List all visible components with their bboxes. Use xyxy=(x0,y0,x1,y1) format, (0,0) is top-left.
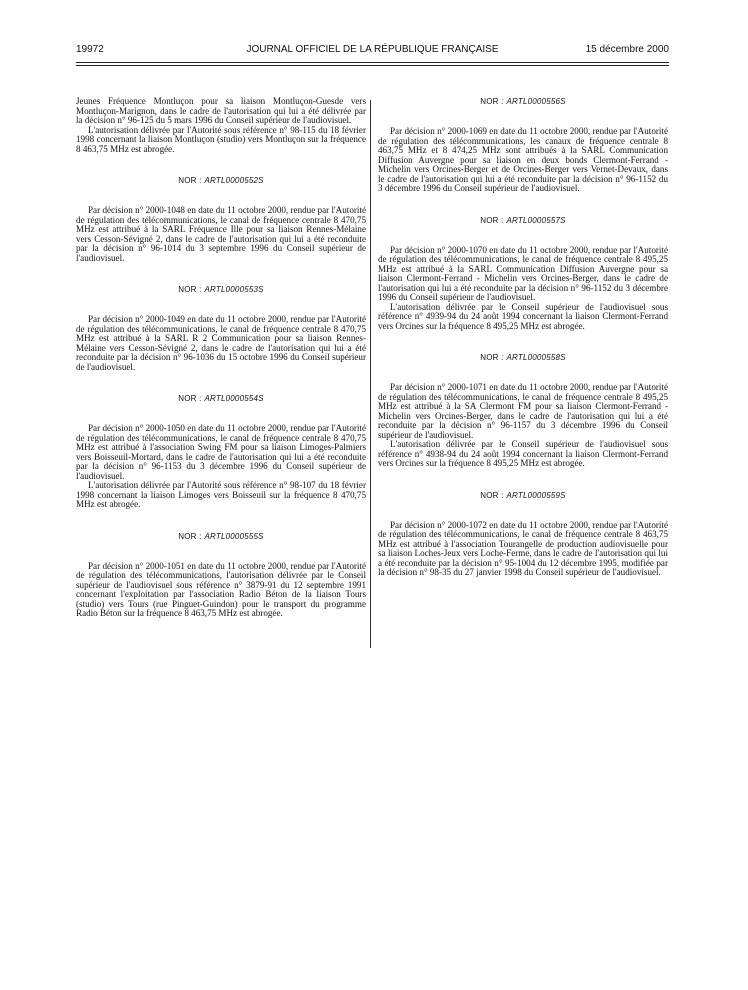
left-column xyxy=(76,97,366,619)
nor-label: NOR : xyxy=(480,215,504,225)
issue-date: 15 décembre 2000 xyxy=(585,44,669,55)
journal-title: JOURNAL OFFICIEL DE LA RÉPUBLIQUE FRANÇAISE xyxy=(246,44,499,55)
nor-label: NOR : xyxy=(178,176,202,185)
page-number: 19972 xyxy=(76,44,104,55)
paragraph: Par décision n° 2000-1048 en date du 11 octobre 2000, rendue par l'Autorité de régulation des télécommunications, le canal de fréquence centrale 8 470,75 MHz est attribué à la SARL Fréquence Ille pour sa liaison Rennes-Mélaine vers Cesson-Sévigné 2, dans le cadre de l'autorisation qui lui a été reconduite par la décision n° 96-1014 du 3 septembre 1996 du Conseil supérieur de l'audiovisuel. xyxy=(76,205,366,263)
nor-id: ARTL0000558S xyxy=(506,353,566,362)
nor-id: ARTL0000557S xyxy=(506,215,566,225)
nor-reference xyxy=(378,491,668,501)
decision-entry xyxy=(378,353,668,469)
paragraph: L'autorisation délivrée par le Conseil supérieur de l'audiovisuel sous référence n° 4938-94 du 24 août 1994 concernant la liaison Clermont-Ferrand vers Orcines sur la fréquence 8 495,25 MHz est abrogée. xyxy=(378,439,668,468)
header-rule-top xyxy=(76,62,669,63)
decision-entry xyxy=(378,216,668,332)
decision-entry xyxy=(76,285,366,372)
nor-id: ARTL0000553S xyxy=(204,285,264,294)
continued-text xyxy=(76,97,366,154)
decision-entry xyxy=(378,97,668,194)
nor-reference xyxy=(378,216,668,226)
decision-entry xyxy=(378,491,668,578)
column-separator xyxy=(370,100,371,648)
decision-entry xyxy=(76,532,366,619)
nor-label: NOR : xyxy=(480,490,504,500)
paragraph: Par décision n° 2000-1049 en date du 11 octobre 2000, rendue par l'Autorité de régulation des télécommunications, le canal de fréquence centrale 8 470,75 MHz est attribué à la SARL R 2 Communication pour sa liaison Rennes-Mélaine vers Cesson-Sévigné 2, dans le cadre de l'autorisation qui lui a été reconduite par la décision n° 96-1036 du 15 octobre 1996 du Conseil supérieur de l'audiovisuel. xyxy=(76,314,366,372)
nor-reference xyxy=(378,353,668,363)
paragraph: Par décision n° 2000-1071 en date du 11 octobre 2000, rendue par l'Autorité de régulation des télécommunications, le canal de fréquence centrale 8 495,25 MHz est attribué à la SA Clermont FM pour sa liaison Clermont-Ferrand - Michelin vers Orcines-Berger, dans le cadre de l'autorisation qui lui a été reconduite par la décision n° 96-1157 du 3 décembre 1996 du Conseil supérieur de l'audiovisuel. xyxy=(378,382,668,440)
nor-label: NOR : xyxy=(178,394,202,403)
nor-label: NOR : xyxy=(480,353,504,362)
nor-reference xyxy=(76,532,366,542)
header-rule-bottom xyxy=(76,65,669,66)
nor-reference xyxy=(76,176,366,186)
paragraph: L'autorisation délivrée par l'Autorité sous référence n° 98-107 du 18 février 1998 concernant la liaison Limoges vers Boisseuil sur la fréquence 8 470,75 MHz est abrogée. xyxy=(76,480,366,509)
paragraph: Par décision n° 2000-1069 en date du 11 octobre 2000, rendue par l'Autorité de régulation des télécommunications, les canaux de fréquence centrale 8 463,75 MHz et 8 474,25 MHz sont attribués à la SARL Communication Diffusion Auvergne pour sa liaison en deux bonds Clermont-Ferrand - Michelin vers Orcines-Berger et de Orcines-Berger vers Vernet-Devaux, dans le cadre de l'autorisation qui lui a été reconduite par la décision n° 96-1152 du 3 décembre 1996 du Conseil supérieur de l'audiovisuel. xyxy=(378,126,668,193)
right-column xyxy=(378,97,668,578)
nor-reference xyxy=(76,394,366,404)
paragraph: Par décision n° 2000-1050 en date du 11 octobre 2000, rendue par l'Autorité de régulation des télécommunications, le canal de fréquence centrale 8 470,75 MHz est attribué à l'association Swing FM pour sa liaison Limoges-Palmiers vers Boisseuil-Mortard, dans le cadre de l'autorisation qui lui a été reconduite par la décision n° 96-1153 du 3 décembre 1996 du Conseil supérieur de l'audiovisuel. xyxy=(76,423,366,481)
page-header xyxy=(76,44,669,58)
paragraph: L'autorisation délivrée par le Conseil supérieur de l'audiovisuel sous référence n° 4939-94 du 24 août 1994 concernant la liaison Clermont-Ferrand vers Orcines sur la fréquence 8 495,25 MHz est abrogée. xyxy=(378,301,668,331)
paragraph: Par décision n° 2000-1070 en date du 11 octobre 2000, rendue par l'Autorité de régulation des télécommunications, le canal de fréquence centrale 8 495,25 MHz est attribué à la SARL Communication Diffusion Auvergne pour sa liaison Clermont-Ferrand - Michelin vers Orcines-Berger, dans le cadre de l'autorisation qui lui a été reconduite par la décision n° 96-1152 du 3 décembre 1996 du Conseil supérieur de l'audiovisuel. xyxy=(378,244,668,302)
decision-entry xyxy=(76,394,366,510)
decision-entry xyxy=(76,176,366,263)
nor-id: ARTL0000554S xyxy=(204,394,264,403)
nor-id: ARTL0000559S xyxy=(506,490,566,500)
nor-id: ARTL0000552S xyxy=(204,176,264,185)
nor-reference xyxy=(378,97,668,107)
paragraph: L'autorisation délivrée par l'Autorité sous référence n° 98-115 du 18 février 1998 concernant la liaison Montluçon (studio) vers Montluçon sur la fréquence 8 463,75 MHz est abrogée. xyxy=(76,124,366,154)
nor-id: ARTL0000556S xyxy=(506,97,566,106)
nor-label: NOR : xyxy=(178,285,202,294)
paragraph: Par décision n° 2000-1051 en date du 11 octobre 2000, rendue par l'Autorité de régulation des télécommunications, l'autorisation délivrée par le Conseil supérieur de l'audiovisuel sous référence n° 3879-91 du 12 septembre 1991 concernant l'exploitation par l'association Radio Béton de la liaison Tours (studio) vers Tours (rue Pinguet-Guindon) pour le transport du programme Radio Béton sur la fréquence 8 463,75 MHz est abrogée. xyxy=(76,560,366,618)
nor-label: NOR : xyxy=(480,97,504,106)
nor-label: NOR : xyxy=(178,531,202,541)
paragraph: Par décision n° 2000-1072 en date du 11 octobre 2000, rendue par l'Autorité de régulation des télécommunications, le canal de fréquence centrale 8 463,75 MHz est attribué à l'association Tourangelle de production audiovisuelle pour sa liaison Loches-Jeux vers Loche-Ferme, dans le cadre de l'autorisation qui lui a été reconduite par la décision n° 95-1004 du 12 décembre 1995, modifiée par la décision n° 98-35 du 27 janvier 1998 du Conseil supérieur de l'audiovisuel. xyxy=(378,519,668,577)
nor-reference xyxy=(76,285,366,295)
nor-id: ARTL0000555S xyxy=(204,531,264,541)
paragraph: Jeunes Fréquence Montluçon pour sa liaison Montluçon-Guesde vers Montluçon-Marignon, dans le cadre de l'autorisation qui lui a été délivrée par la décision n° 96-125 du 5 mars 1996 du Conseil supérieur de l'audiovisuel. xyxy=(76,96,366,125)
